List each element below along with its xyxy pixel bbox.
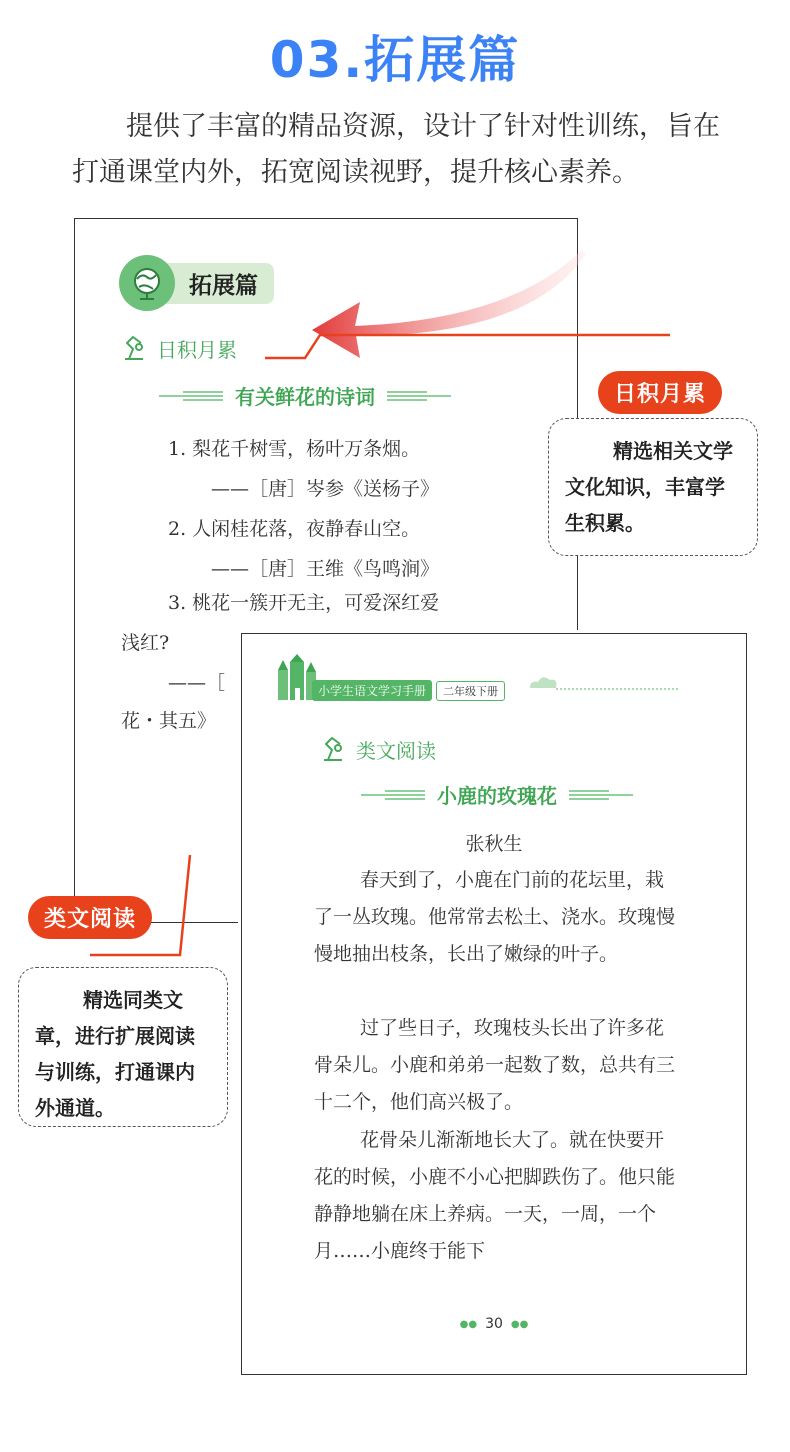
story-paragraph: 过了些日子，玫瑰枝头长出了许多花骨朵儿。小鹿和弟弟一起数了数，总共有三十二个，他们高兴极了。 [314, 1017, 676, 1113]
section-banner [119, 255, 274, 311]
section-title [135, 381, 475, 410]
poem-source: ——［唐］王维《鸟鸣涧》 [211, 558, 440, 580]
story-paragraph: 花骨朵儿渐渐地长大了。就在快要开花的时候，小鹿不小心把脚跌伤了。他只能静静地躺在床上养病。一天，一周，一个月……小鹿终于能下 [314, 1129, 676, 1262]
subheading-reading [318, 734, 436, 764]
decorative-lines [159, 390, 223, 402]
globe-icon [119, 255, 175, 311]
intro-text: 提供了丰富的精品资源，设计了针对性训练，旨在打通课堂内外，拓宽阅读视野，提升核心素养。 [72, 111, 720, 188]
tag-daily-accumulation: 日积月累 [598, 371, 722, 414]
book-title: 小学生语文学习手册 [312, 680, 432, 701]
section-title-label: 有关鲜花的诗词 [235, 385, 375, 409]
dot-icon: ●● [510, 1318, 529, 1330]
lamp-icon [318, 734, 348, 764]
story-author: 张秋生 [465, 833, 523, 855]
arrow-icon [260, 240, 680, 370]
story-title-label: 小鹿的玫瑰花 [437, 784, 557, 808]
poem-source: ——［唐］岑参《送杨子》 [211, 478, 440, 500]
callout-similar-reading: 精选同类文章，进行扩展阅读与训练，打通课内外通道。 [18, 967, 228, 1127]
page-number-label: 30 [485, 1316, 503, 1332]
decorative-lines [387, 390, 451, 402]
decorative-lines [569, 789, 633, 801]
poem-line: 2. 人闲桂花落，夜静春山空。 [168, 518, 421, 540]
callout-daily-accumulation: 精选相关文学文化知识，丰富学生积累。 [548, 418, 758, 556]
page-title: 03.拓展篇 [269, 31, 521, 89]
section-banner-label: 拓展篇 [161, 263, 274, 304]
poem-line: 3. 桃花一簇开无主，可爱深红爱 [168, 592, 440, 614]
subheading-daily [119, 333, 237, 363]
poem-line: 浅红? [121, 632, 170, 654]
poem-source: ——［ [168, 672, 226, 694]
story-paragraph: 春天到了，小鹿在门前的花坛里，栽了一丛玫瑰。他常常去松土、浇水。玫瑰慢慢地抽出枝条，长出了嫩绿的叶子。 [314, 869, 676, 965]
poem-line: 1. 梨花千树雪，杨叶万条烟。 [168, 438, 421, 460]
dot-icon: ●● [459, 1318, 478, 1330]
book-header [312, 680, 505, 701]
book-page-reading [241, 633, 747, 1375]
subheading-label: 日积月累 [157, 337, 237, 362]
story-title [332, 780, 662, 809]
poem-source: 花・其五》 [121, 710, 217, 732]
cloud-icon [528, 674, 678, 694]
lamp-icon [119, 333, 149, 363]
decorative-lines [361, 789, 425, 801]
grade-label: 二年级下册 [436, 681, 505, 701]
page-number [242, 1316, 746, 1332]
subheading-label: 类文阅读 [356, 738, 436, 763]
tag-similar-reading: 类文阅读 [28, 896, 152, 939]
